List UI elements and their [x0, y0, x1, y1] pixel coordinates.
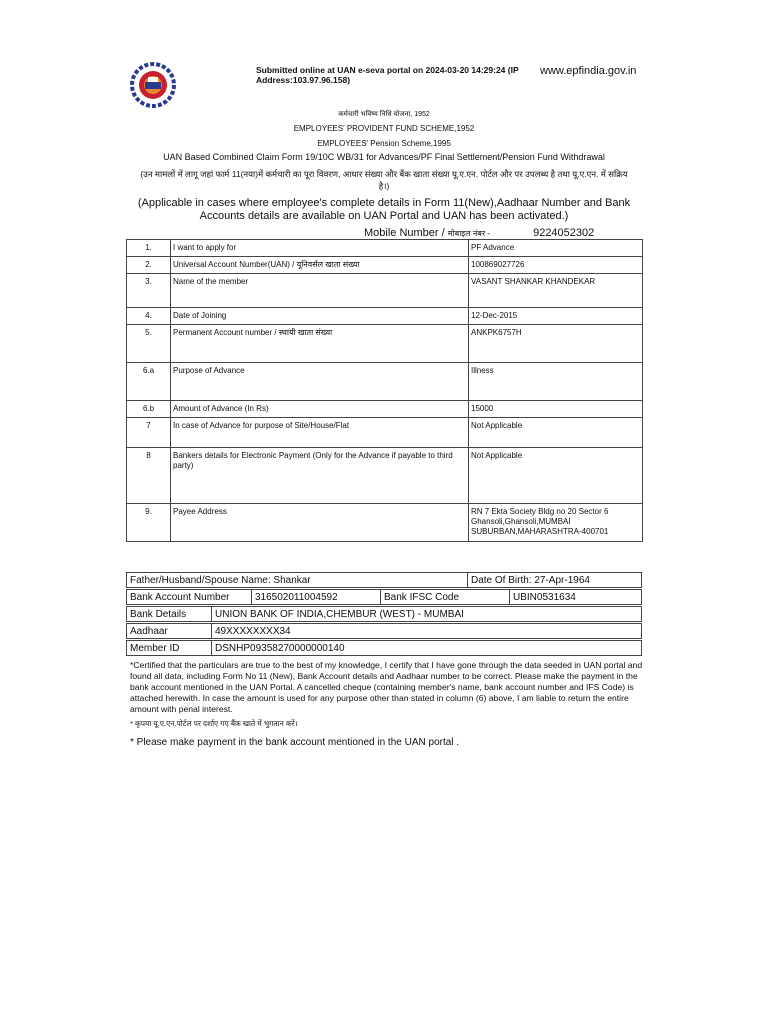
aadhaar-value: 49XXXXXXXX34	[211, 623, 642, 639]
row-number: 6.a	[127, 363, 171, 401]
row-value: Not Applicable	[469, 418, 643, 448]
table-row	[127, 504, 643, 542]
row-label: Purpose of Advance	[171, 363, 469, 401]
ifsc-label: Bank IFSC Code	[380, 589, 510, 605]
table-row	[127, 308, 643, 325]
row-number: 1.	[127, 240, 171, 257]
row-number: 9.	[127, 504, 171, 542]
table-row	[127, 418, 643, 448]
row-label: Amount of Advance (In Rs)	[171, 401, 469, 418]
epfo-logo	[130, 62, 176, 108]
certification-text: *Certified that the particulars are true to the best of my knowledge, I certify that I have gone through the data seeded in UAN portal and found all data, including Form No 11 (New), Bank Account details and Aadhaar number to be correct. Please make the payment in the bank account mentioned in the UAN Portal. A cancelled cheque (containing member's name, bank account number and IFS Code) is attached herewith. In case the amount is used for any purpose other than stated in column (6) above, I am liable to return the entire amount with penal interest.	[130, 660, 643, 714]
bank-account-label: Bank Account Number	[126, 589, 252, 605]
row-number: 7	[127, 418, 171, 448]
hindi-applicability-note: (उन मामलों में लागू जहां फार्म 11(नया)में कर्मचारी का पूरा विवरण, आधार संख्या और बैंक खाता संख्या यू.ए.एन. पोर्टल और पर उपलब्ध है तथा यू.ए.एन. में सक्रिय है।)	[140, 169, 628, 191]
row-label: Bankers details for Electronic Payment (Only for the Advance if payable to third party)	[171, 448, 469, 504]
row-value: 15000	[469, 401, 643, 418]
hindi-org-title: कर्मचारी भविष्य निधि योजना, 1952	[338, 111, 430, 118]
table-row	[127, 401, 643, 418]
row-value: PF Advance	[469, 240, 643, 257]
date-of-birth: Date Of Birth: 27-Apr-1964	[467, 572, 642, 588]
bank-account-value: 316502011004592	[251, 589, 381, 605]
bank-details-value: UNION BANK OF INDIA,CHEMBUR (WEST) - MUMBAI	[211, 606, 642, 622]
row-label: Permanent Account number / स्थायी खाता संख्या	[171, 325, 469, 363]
submission-info: Submitted online at UAN e-seva portal on 2024-03-20 14:29:24 (IP Address:103.97.96.158)	[256, 65, 519, 85]
row-value: 12-Dec-2015	[469, 308, 643, 325]
row-value: Not Applicable	[469, 448, 643, 504]
row-value: RN 7 Ekta Society Bldg no 20 Sector 6 Ghansoli,Ghansoli,MUMBAI SUBURBAN,MAHARASHTRA-400701	[469, 504, 643, 542]
mobile-number-line	[364, 227, 594, 239]
claim-table	[126, 239, 643, 542]
mobile-value: 9224052302	[533, 227, 595, 239]
bank-details-label: Bank Details	[126, 606, 212, 622]
table-row	[127, 240, 643, 257]
row-value: VASANT SHANKAR KHANDEKAR	[469, 274, 643, 308]
row-label: In case of Advance for purpose of Site/House/Flat	[171, 418, 469, 448]
ifsc-value: UBIN0531634	[509, 589, 642, 605]
row-label: Date of Joining	[171, 308, 469, 325]
member-id-label: Member ID	[126, 640, 212, 656]
row-value: ANKPK6757H	[469, 325, 643, 363]
table-row	[127, 257, 643, 274]
table-row	[127, 448, 643, 504]
mobile-label: Mobile Number /	[364, 227, 445, 239]
row-number: 6.b	[127, 401, 171, 418]
table-row	[127, 363, 643, 401]
website-url: www.epfindia.gov.in	[540, 65, 637, 77]
row-number: 3.	[127, 274, 171, 308]
row-label: Payee Address	[171, 504, 469, 542]
pension-title: EMPLOYEES' Pension Scheme,1995	[317, 139, 451, 148]
father-name: Father/Husband/Spouse Name: Shankar	[126, 572, 468, 588]
applicability-note: (Applicable in cases where employee's complete details in Form 11(New),Aadhaar Number and Bank Accounts details are available on UAN Portal and UAN has been activated.)	[137, 197, 631, 222]
row-value: 100869027726	[469, 257, 643, 274]
row-label: Name of the member	[171, 274, 469, 308]
row-label: Universal Account Number(UAN) / यूनिवर्सल खाता संख्या	[171, 257, 469, 274]
member-id-value: DSNHP09358270000000140	[211, 640, 642, 656]
row-label: I want to apply for	[171, 240, 469, 257]
mobile-hindi-label: मोबाइल नंबर -	[447, 229, 491, 238]
row-number: 8	[127, 448, 171, 504]
row-number: 2.	[127, 257, 171, 274]
hindi-payment-note: * कृपया यू.ए.एन.पोर्टल पर दर्शाए गए बैंक खाते में भुगतान करें।	[130, 719, 298, 728]
form-title: UAN Based Combined Claim Form 19/10C WB/31 for Advances/PF Final Settlement/Pension Fund Withdrawal	[163, 152, 605, 162]
row-number: 4.	[127, 308, 171, 325]
table-row	[127, 274, 643, 308]
row-number: 5.	[127, 325, 171, 363]
row-value: Illness	[469, 363, 643, 401]
table-row	[127, 325, 643, 363]
scheme-title: EMPLOYEES' PROVIDENT FUND SCHEME,1952	[293, 124, 475, 133]
aadhaar-label: Aadhaar	[126, 623, 212, 639]
payment-note: * Please make payment in the bank account mentioned in the UAN portal .	[130, 737, 460, 748]
